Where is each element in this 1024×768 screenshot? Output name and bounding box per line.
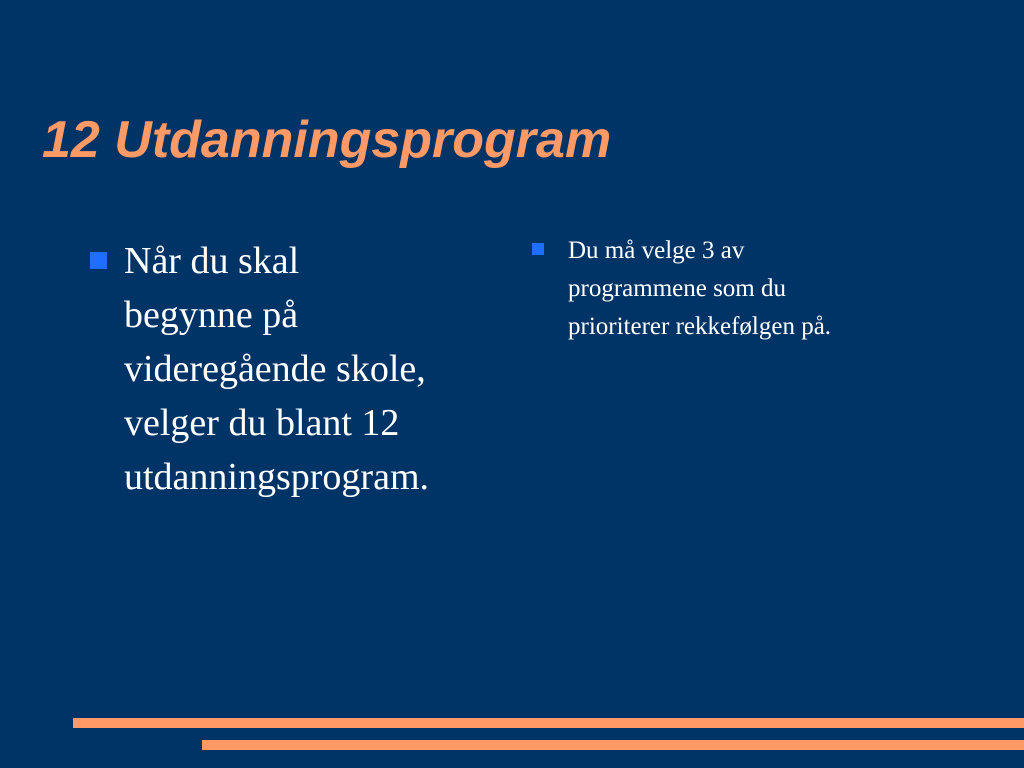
left-bullet-text: Når du skal begynne på videregående skole, velger du blant 12 utdanningsprogram.: [124, 240, 430, 498]
slide-title: 12 Utdanningsprogram: [42, 111, 612, 169]
right-content-column: [532, 232, 952, 346]
decorative-rule-top: [73, 718, 1024, 728]
right-bullet-text: Du må velge 3 av programmene som du prioriterer rekkefølgen på.: [568, 237, 832, 340]
square-bullet-icon: [90, 252, 107, 269]
square-bullet-icon: [532, 243, 544, 255]
decorative-rule-bottom: [202, 740, 1024, 750]
left-content-column: [90, 234, 510, 504]
right-bullet-item: [532, 232, 952, 346]
left-bullet-item: [90, 234, 510, 504]
